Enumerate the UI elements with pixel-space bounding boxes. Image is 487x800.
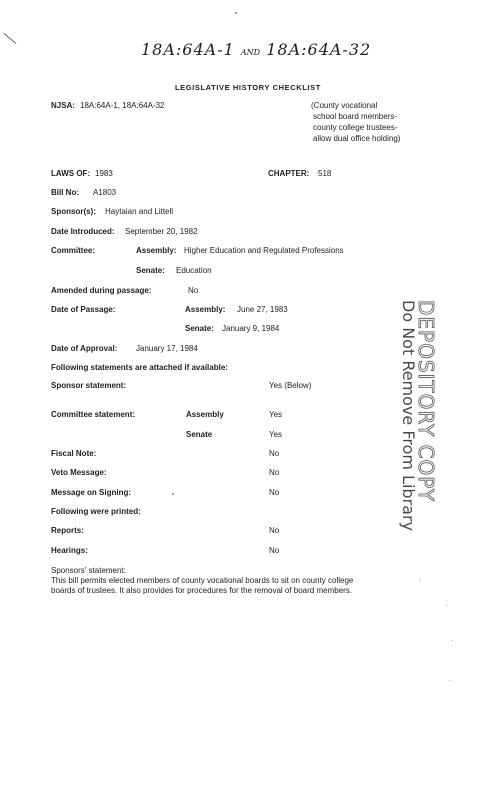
attached-statements-heading: Following statements are attached if available: [51,363,228,372]
laws-of-label: LAWS OF: [51,169,91,178]
veto-message-label: Veto Message: [51,468,107,477]
committee-senate-label: Senate: [136,266,165,275]
committee-label: Committee: [51,246,96,255]
committee-assembly-value: Higher Education and Regulated Professions [184,246,344,255]
fiscal-note-label: Fiscal Note: [51,449,97,458]
amended-value: No [188,286,199,295]
date-introduced-value: September 20, 1982 [125,227,198,236]
sponsors-value: Haytaian and Littell [105,207,174,216]
speck-mark [420,580,421,581]
bill-no-value: A1803 [93,188,117,197]
description-line-4: allow dual office holding) [313,134,401,143]
sponsors-statement-line-1: This bill permits elected members of county vocational boards to sit on county college [51,576,354,585]
veto-message-value: No [269,468,280,477]
sponsors-statement-line-2: boards of trustees. It also provides for procedures for the removal of board members. [51,586,353,595]
speck-mark [452,640,453,641]
njsa-label: NJSA: [51,101,76,110]
document-title: LEGISLATIVE HISTORY CHECKLIST [175,83,321,92]
description-line-2: school board members- [313,112,398,121]
amended-label: Amended during passage: [51,286,152,295]
passage-assembly-label: Assembly: [185,305,226,314]
passage-label: Date of Passage: [51,305,116,314]
description-line-3: county college trustees- [313,123,398,132]
reports-value: No [269,526,280,535]
passage-senate-label: Senate: [185,324,214,333]
committee-statement-label: Committee statement: [51,410,136,419]
laws-of-value: 1983 [95,169,113,178]
chapter-label: CHAPTER: [268,169,310,178]
printed-heading: Following were printed: [51,507,141,516]
committee-senate-value: Education [176,266,212,275]
depository-stamp [398,300,438,550]
passage-senate-value: January 9, 1984 [222,324,280,333]
header-connector: AND [240,48,261,57]
speck-mark [449,680,450,681]
stamp-do-not-remove: Do Not Remove From Library [399,300,418,531]
header-statute-1: 18A:64A-1 [141,40,235,59]
committee-statement-assembly-label: Assembly [186,410,224,419]
sponsor-statement-value: Yes (Below) [269,381,312,390]
committee-statement-senate-value: Yes [269,430,283,439]
committee-statement-senate-label: Senate [186,430,213,439]
committee-statement-assembly-value: Yes [269,410,283,419]
njsa-value: 18A:64A-1, 18A:64A-32 [80,101,165,110]
sponsor-statement-label: Sponsor statement: [51,381,127,390]
chapter-value: 518 [318,169,332,178]
hearings-label: Hearings: [51,546,88,555]
hearings-value: No [269,546,280,555]
sponsors-statement-heading: Sponsors' statement: [51,566,126,575]
reports-label: Reports: [51,526,84,535]
message-signing-label: Message on Signing: [51,488,132,497]
speck-mark [172,493,174,495]
speck-mark [446,605,447,606]
committee-assembly-label: Assembly: [136,246,177,255]
description-line-1: (County vocational [311,101,378,110]
fiscal-note-value: No [269,449,280,458]
approval-label: Date of Approval: [51,344,118,353]
bill-no-label: Bill No: [51,188,79,197]
handwritten-header [141,40,371,59]
date-introduced-label: Date Introduced: [51,227,115,236]
speck-mark [235,12,237,14]
corner-mark [4,33,17,44]
sponsors-label: Sponsor(s): [51,207,96,216]
header-statute-2: 18A:64A-32 [266,40,372,59]
stamp-depository-copy: DEPOSITORY COPY [414,300,438,503]
approval-value: January 17, 1984 [136,344,198,353]
passage-assembly-value: June 27, 1983 [237,305,288,314]
message-signing-value: No [269,488,280,497]
